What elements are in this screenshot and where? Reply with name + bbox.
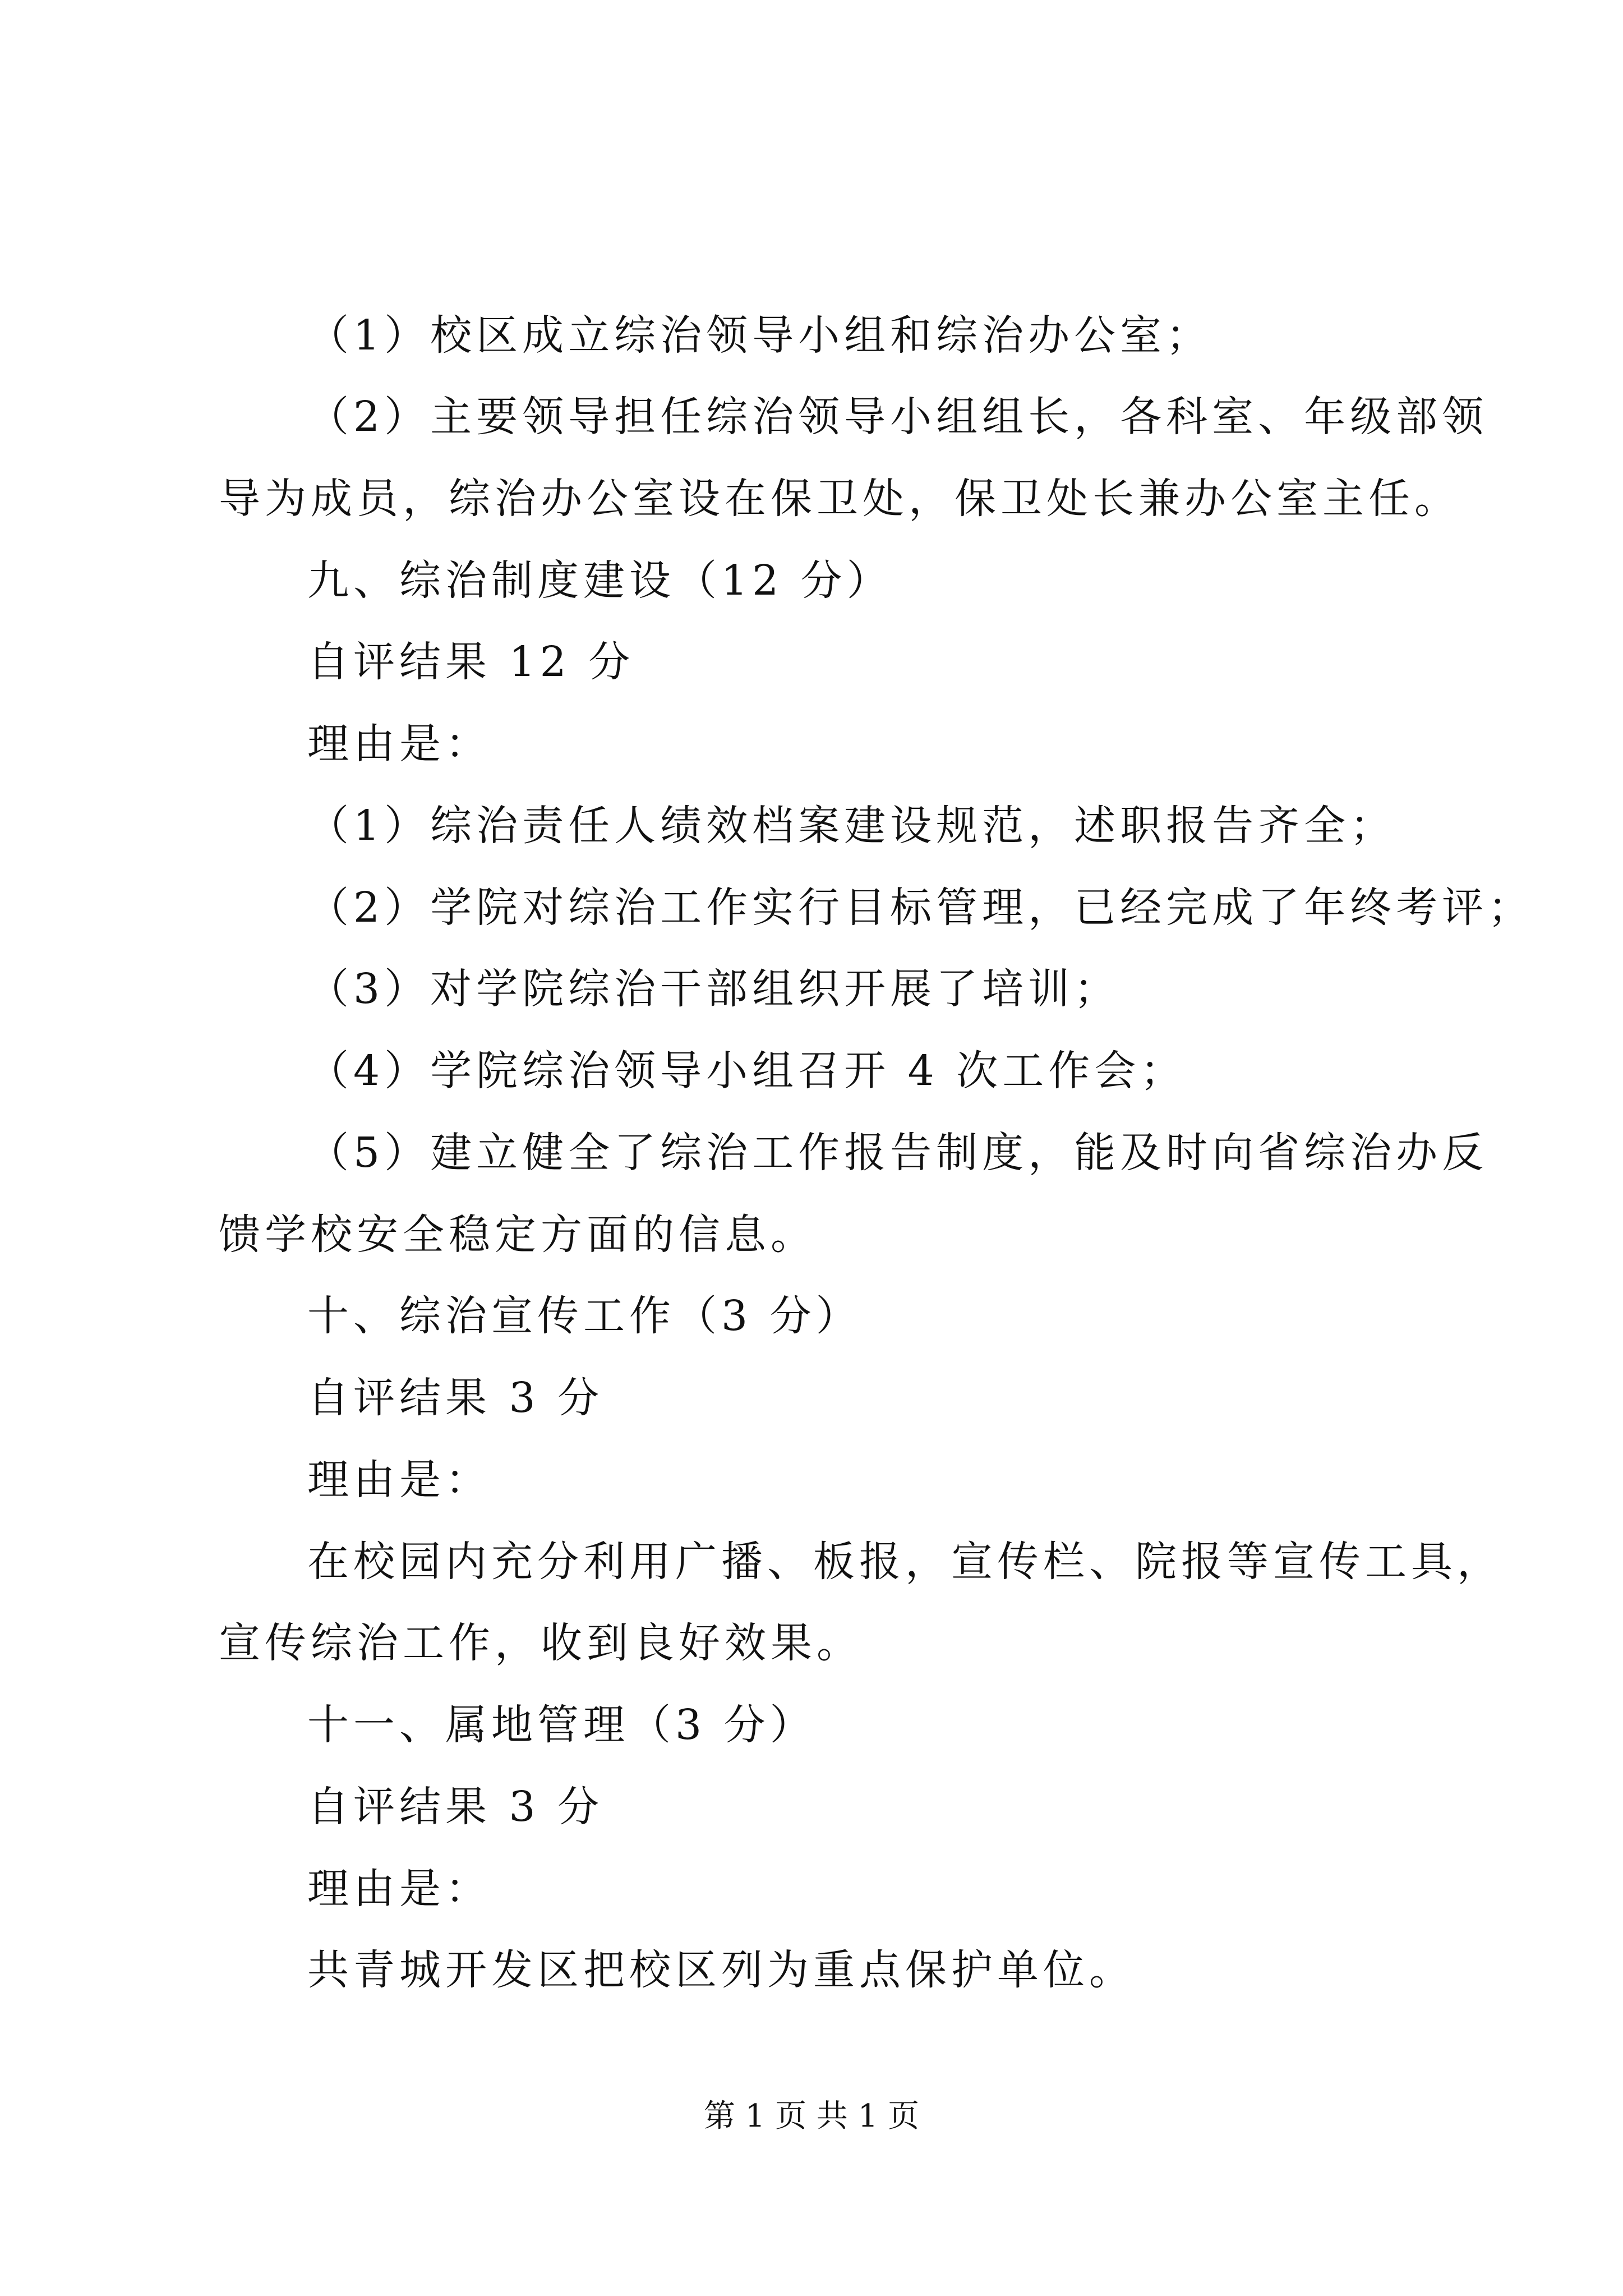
paragraph-line: （4）学院综治领导小组召开 4 次工作会； <box>307 1047 1187 1095</box>
paragraph-line: （2）主要领导担任综治领导小组组长，各科室、年级部领 <box>307 393 1488 441</box>
paragraph-line: 导为成员，综治办公室设在保卫处，保卫处长兼办公室主任。 <box>219 475 1460 523</box>
paragraph-line: （2）学院对综治工作实行目标管理，已经完成了年终考评； <box>307 884 1534 932</box>
paragraph-line: 自评结果 12 分 <box>307 638 635 686</box>
paragraph-line: 自评结果 3 分 <box>307 1374 604 1422</box>
paragraph-line: 馈学校安全稳定方面的信息。 <box>219 1211 817 1259</box>
paragraph-line: （5）建立健全了综治工作报告制度，能及时向省综治办反 <box>307 1129 1488 1177</box>
paragraph-line: 理由是： <box>307 1456 491 1504</box>
paragraph-line: 理由是： <box>307 720 491 768</box>
paragraph-line: （1）综治责任人绩效档案建设规范，述职报告齐全； <box>307 802 1396 850</box>
section-heading: 十、综治宣传工作（3 分） <box>307 1292 862 1340</box>
paragraph-line: 在校园内充分利用广播、板报，宣传栏、院报等宣传工具， <box>307 1538 1503 1586</box>
page-number-footer: 第 1 页 共 1 页 <box>703 2098 920 2134</box>
paragraph-line: 宣传综治工作，收到良好效果。 <box>219 1619 863 1667</box>
section-heading: 十一、属地管理（3 分） <box>307 1701 816 1749</box>
paragraph-line: 自评结果 3 分 <box>307 1783 604 1831</box>
paragraph-line: 共青城开发区把校区列为重点保护单位。 <box>307 1946 1135 1994</box>
paragraph-line: 理由是： <box>307 1865 491 1913</box>
paragraph-line: （1）校区成立综治领导小组和综治办公室； <box>307 311 1212 360</box>
paragraph-line: （3）对学院综治干部组织开展了培训； <box>307 965 1121 1013</box>
section-heading: 九、综治制度建设（12 分） <box>307 556 893 605</box>
